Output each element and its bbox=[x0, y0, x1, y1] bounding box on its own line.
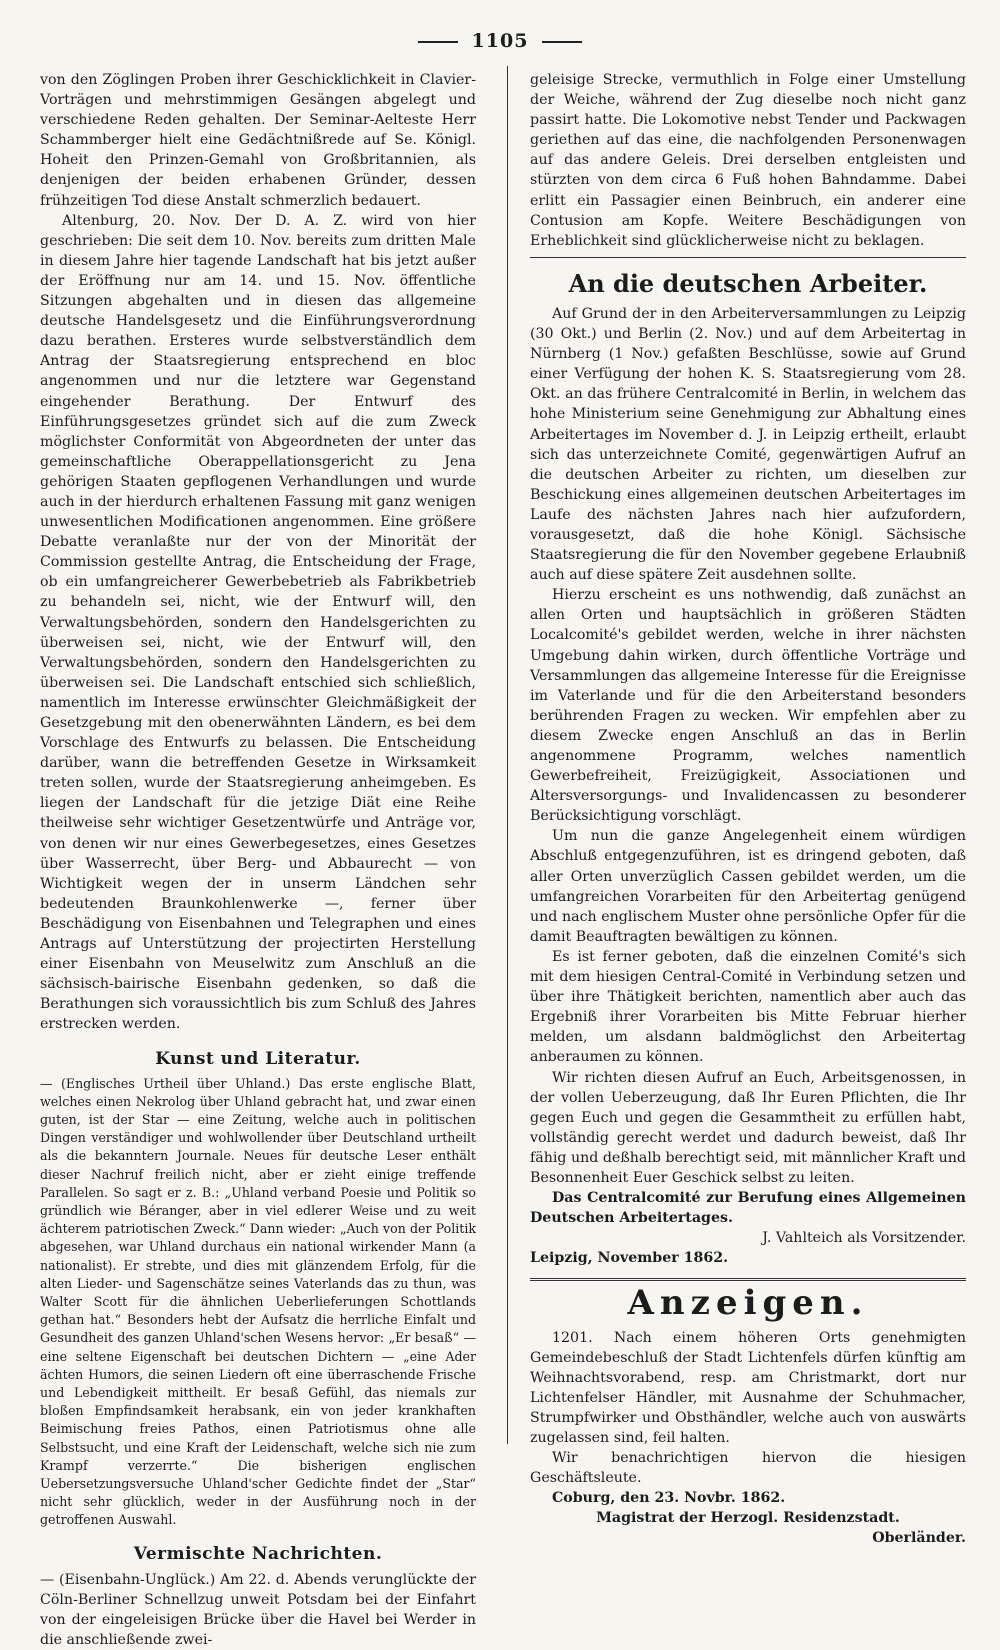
page-header bbox=[0, 30, 1000, 52]
advertisement-signature-magistrat: Magistrat der Herzogl. Residenzstadt. bbox=[596, 1510, 900, 1527]
section-double-rule bbox=[530, 1278, 966, 1281]
aufruf-paragraph-1: Auf Grund der in den Arbeiterversammlungen zu Leipzig (30 Okt.) und Berlin (2. Nov.) und auf dem Arbeitertag in Nürnberg (1 Nov.) gefaßten Beschlüsse, sowie auf Grund einer Verfügung der hohen K. S. Staatsregierung vom 28. Okt. an das frühere Centralcomité in Berlin, in welchem das hohe Ministerium seine Genehmigung zur Abhaltung eines Arbeitertages im November d. J. in Leipzig ertheilt, erlaubt sich das unterzeichnete Comité, gegenwärtigen Aufruf an die deutschen Arbeiter zu richten, um dieselben zur Beschickung eines allgemeinen deutschen Arbeitertages im Laufe des nächsten Jahres nach hier aufzufordern, vorausgesetzt, daß die hohe Königl. Sächsische Staatsregierung die für den November gegebene Erlaubniß auch auf diese spätere Zeit ausdehnen sollte. bbox=[530, 305, 966, 584]
header-rule-right bbox=[542, 41, 582, 43]
aufruf-committee: Das Centralcomité zur Berufung eines Allgemeinen Deutschen Arbeitertages. bbox=[530, 1190, 966, 1227]
aufruf-date: Leipzig, November 1862. bbox=[530, 1250, 729, 1267]
section-heading-arbeiter: An die deutschen Arbeiter. bbox=[568, 268, 928, 298]
right-column bbox=[530, 70, 966, 1549]
advertisement-1201: 1201. Nach einem höheren Orts genehmigten Gemeindebeschluß der Stadt Lichtenfels dürfen künftig am Weihnachtsvorabend, resp. am Christmarkt, dort nur Lichtenfelser Händler, mit Ausnahme der Schuhmacher, Strumpfwirker und Obsthändler, welche auch von auswärts zugelassen sind, feil halten. bbox=[530, 1329, 966, 1446]
article-eisenbahn-unglueck: — (Eisenbahn-Unglück.) Am 22. d. Abends verunglückte der Cöln-Berliner Schnellzug unweit Potsdam bei der Einfahrt von der eingeleisigen Brücke über die Havel bei Werder in die anschließende zwei- bbox=[40, 1571, 476, 1649]
column-divider bbox=[507, 66, 508, 1444]
aufruf-paragraph-3: Um nun die ganze Angelegenheit einem würdigen Abschluß entgegenzuführen, ist es dringend geboten, daß aller Orten unverzüglich Cassen gebildet werden, um die umfangreichen Vorarbeiten für den Arbeitertag genügend und nach englischem Muster ohne persönliche Opfer für die damit Beauftragten bewältigen zu können. bbox=[530, 828, 966, 945]
section-heading-kunst: Kunst und Literatur. bbox=[155, 1048, 361, 1069]
header-rule-left bbox=[418, 41, 458, 43]
advertisement-notice: Wir benachrichtigen hiervon die hiesigen Geschäftsleute. bbox=[530, 1450, 966, 1487]
article-uhland: — (Englisches Urtheil über Uhland.) Das erste englische Blatt, welches einen Nekrolog über Uhland gebracht hat, und zwar einen guten, ist der Star — eine Zeitung, welche auch in politischen Dingen verständiger und wohlwollender über Deutschland urtheilt als die bekanntern Journale. Neues für deutsche Leser enthält dieser Nachruf freilich nicht, aber er zieht einige treffende Parallelen. So sagt er z. B.: „Uhland verband Poesie und Politik so gründlich wie Béranger, aber in viel edlerer Weise und zu weit ächterem patriotischen Zweck.“ Dann wieder: „Auch von der Politik abgesehen, war Uhland durchaus ein national wirkender Mann (a nationalist). Er strebte, und dies mit glänzendem Erfolg, für die alten Lieder- und Sagenschätze seines Vaterlands das zu thun, was Walter Scott für die ähnlichen Ueberlieferungen Schottlands gethan hat.“ Besonders hebt der Aufsatz die herrliche Einfalt und Gesundheit des ganzen Uhland'schen Wesens hervor: „Er besaß“ — eine seltene Eigenschaft bei deutschen Dichtern — „eine Ader ächten Humors, die seinen Liedern oft eine überraschende Frische und Lebendigkeit mittheilt. Er besaß Gefühl, das niemals zur bloßen Empfindsamkeit herabsank, ein von jeder krankhaften Beimischung freies Pathos, einen Patriotismus ohne alle Selbstsucht, und eine Kraft der Leidenschaft, welche sich nie zum Krampf verzerrte.“ Die bisherigen englischen Uebersetzungsversuche Uhland'scher Gedichte findet der „Star“ nicht sehr glücklich, weder in der Ausführung noch in der getroffenen Auswahl. bbox=[40, 1075, 476, 1528]
aufruf-paragraph-2: Hierzu erscheint es uns nothwendig, daß zunächst an allen Orten und hauptsächlich in größeren Städten Localcomité's gebildet werden, welche in ihrer nächsten Umgebung dahin wirken, durch öffentliche Vorträge und Versammlungen das allgemeine Interesse für die Ereignisse im Vaterlande und für die den Arbeiterstand besonders berührenden Fragen zu wecken. Wir empfehlen aber zu diesem Zwecke engen Anschluß an das in Berlin angenommene Programm, welches namentlich Gewerbefreiheit, Freizügigkeit, Associationen und Altersversorgungs- und Invalidencassen zu besonderer Berücksichtigung vorschlägt. bbox=[530, 587, 966, 825]
left-column bbox=[40, 70, 476, 1650]
article-eisenbahn-continued: geleisige Strecke, vermuthlich in Folge einer Umstellung der Weiche, während der Zug dieselbe noch nicht ganz passirt hatte. Die Lokomotive nebst Tender und Packwagen geriethen auf das eine, die nachfolgenden Personenwagen auf das andere Geleis. Drei derselben entgleisten und stürzten von dem circa 6 Fuß hohen Bahndamme. Dabei erlitt ein Passagier einen Beinbruch, ein anderer eine Contusion am Kopfe. Weitere Beschädigungen von Erheblichkeit sind glücklicherweise nicht zu beklagen. bbox=[530, 72, 966, 249]
section-heading-anzeigen: Anzeigen. bbox=[627, 1283, 869, 1324]
page-number: 1105 bbox=[471, 30, 529, 52]
section-heading-vermischte: Vermischte Nachrichten. bbox=[133, 1543, 383, 1564]
article-seminar-end: von den Zöglingen Proben ihrer Geschicklichkeit in Clavier-Vorträgen und mehrstimmigen Gesängen abgelegt und verschiedene Reden gehalten. Der Seminar-Aelteste Herr Schammberger hielt eine Gedächtnißrede auf Se. Königl. Hoheit den Prinzen-Gemahl von Großbritannien, als denjenigen der beiden erhabenen Gründer, dessen frühzeitigen Tod diese Anstalt schmerzlich bedauert. bbox=[40, 72, 476, 209]
aufruf-paragraph-4: Es ist ferner geboten, daß die einzelnen Comité's sich mit dem hiesigen Central-Comité in Verbindung setzen und über ihre Thätigkeit berichten, namentlich aber auch das Ergebniß ihrer Vorarbeiten bis Mitte Februar hierher melden, um alsdann baldmöglichst den Arbeitertag anberaumen zu können. bbox=[530, 948, 966, 1066]
article-rule bbox=[530, 257, 966, 258]
advertisement-signature-name: Oberländer. bbox=[872, 1530, 966, 1547]
aufruf-paragraph-5: Wir richten diesen Aufruf an Euch, Arbeitsgenossen, in der vollen Ueberzeugung, daß Ihr Euren Pflichten, die Ihr gegen Euch und gegen die Gesammtheit zu erfüllen habt, vollständig gerecht werdet und dadurch beweist, daß Ihr fähig und deßhalb berechtigt seid, mit männlicher Kraft und Besonnenheit Euer Geschick selbst zu leiten. bbox=[530, 1069, 967, 1186]
article-altenburg: Altenburg, 20. Nov. Der D. A. Z. wird von hier geschrieben: Die seit dem 10. Nov. bereits zum dritten Male in diesem Jahre hier tagende Landschaft hat bis jetzt außer der Eröffnung nur am 14. und 15. Nov. öffentliche Sitzungen abgehalten und in diesen das allgemeine deutsche Handelsgesetz und die Einführungsverordnung dazu berathen. Ersteres wurde selbstverständlich dem Antrag der Staatsregierung entsprechend en bloc angenommen und nur die letztere war Gegenstand eingehender Berathung. Der Entwurf des Einführungsgesetzes gründet sich auf die zum Zweck möglichster Conformität von Abgeordneten der unter das gemeinschaftliche Oberappellationsgericht zu Jena gehörigen Staaten gepflogenen Verhandlungen und wurde auch in der hierdurch erhaltenen Fassung mit ganz wenigen unwesentlichen Modificationen angenommen. Eine größere Debatte veranlaßte nur der von der Minorität der Commission gestellte Antrag, die Entscheidung der Frage, ob ein umfangreicherer Gewerbebetrieb als Fabrikbetrieb zu behandeln sei, nicht, wie der Entwurf will, den Verwaltungsbehörden, sondern den Handelsgerichten zu überweisen sei, nicht, wie der Entwurf will, den Verwaltungsbehörden, sondern den Handelsgerichten zu überweisen sei. Die Landschaft entschied sich schließlich, namentlich im Interesse erwünschter Gleichmäßigkeit der Gesetzgebung mit den obenerwähnten Ländern, es bei dem Vorschlage des Entwurfs zu belassen. Die Entscheidung darüber, wann die betreffenden Gesetze in Wirksamkeit treten sollen, wurde der Staatsregierung anheimgeben. Es liegen der Landschaft für die jetzige Diät eine Reihe theilweise sehr wichtiger Gesetzentwürfe und Anträge vor, von denen wir nur eines Gewerbegesetzes, eines Gesetzes über Wasserrecht, über Berg- und Abbaurecht — von Wichtigkeit wegen der in unserm Ländchen sehr bedeutenden Braunkohlenwerke —, ferner über Beschädigung von Eisenbahnen und Telegraphen und eines Antrags auf Unterstützung der projectirten Herstellung einer Eisenbahn von Meuselwitz zum Anschluß an die sächsisch-bairische Eisenbahn gedenken, so daß die Berathungen sich voraussichtlich bis zum Schluß des Jahres erstrecken werden. bbox=[40, 212, 476, 1033]
advertisement-date: Coburg, den 23. Novbr. 1862. bbox=[552, 1490, 786, 1507]
aufruf-signature: J. Vahlteich als Vorsitzender. bbox=[762, 1230, 966, 1247]
